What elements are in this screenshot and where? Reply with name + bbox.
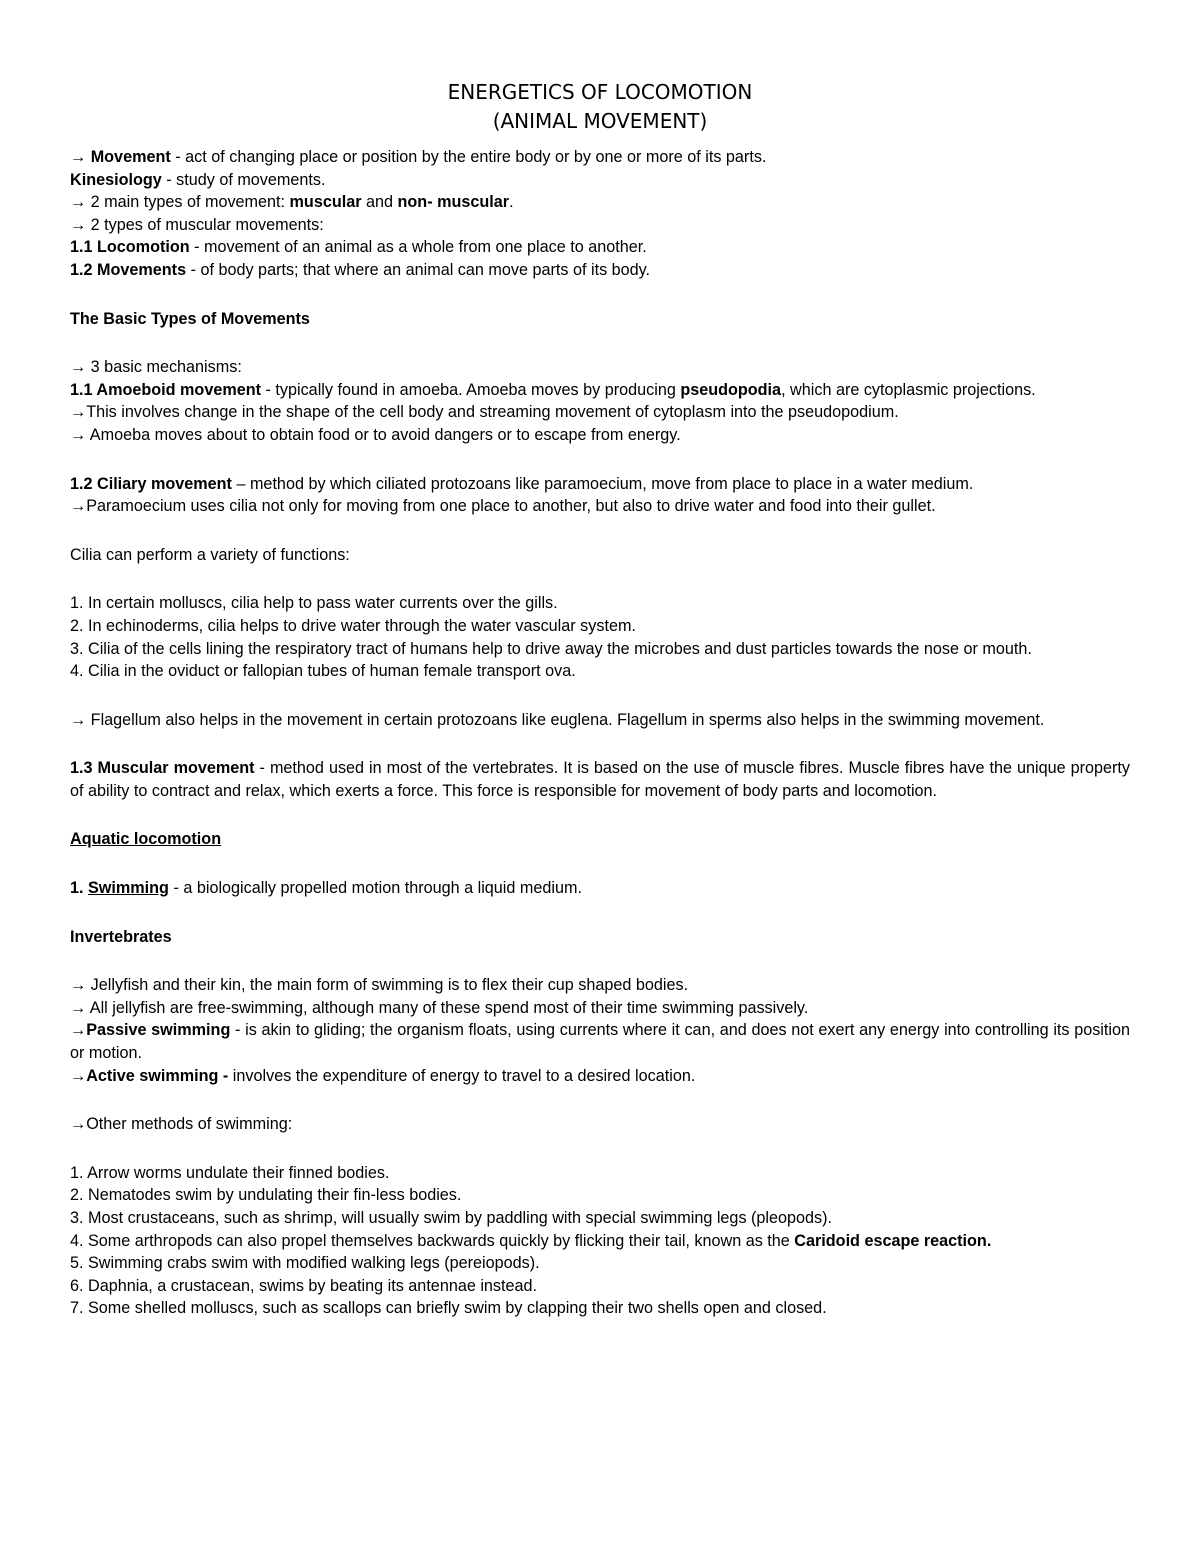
definition: - of body parts; that where an animal can move parts of its body. bbox=[186, 260, 651, 279]
number: 1.1 bbox=[70, 380, 97, 399]
paramoecium-detail: →Paramoecium uses cilia not only for moving from one place to another, but also to drive water and food into their gullet. bbox=[70, 497, 936, 516]
other-methods-intro: →Other methods of swimming: bbox=[70, 1115, 293, 1134]
list-item: 4. Cilia in the oviduct or fallopian tubes of human female transport ova. bbox=[70, 662, 576, 681]
list-item: 6. Daphnia, a crustacean, swims by beating its antennae instead. bbox=[70, 1276, 538, 1295]
swimming-definition bbox=[70, 877, 1130, 900]
amoeboid-purpose: → Amoeba moves about to obtain food or to avoid dangers or to escape from energy. bbox=[70, 425, 681, 444]
definition: - is akin to gliding; the organism floats, using currents where it can, and does not exert any energy into controlling its position or motion. bbox=[70, 1021, 1130, 1063]
intro-muscular-types: → 2 types of muscular movements: bbox=[70, 215, 324, 234]
definition: , which are cytoplasmic projections. bbox=[781, 380, 1036, 399]
number: 1.1 bbox=[70, 238, 98, 257]
list-item: 3. Most crustaceans, such as shrimp, will usually swim by paddling with special swimming legs (pleopods). bbox=[70, 1209, 833, 1227]
definition: involves the expenditure of energy to travel to a desired location. bbox=[228, 1066, 696, 1085]
term: pseudopodia bbox=[680, 380, 782, 399]
intro-locomotion bbox=[70, 236, 1130, 259]
definition: - act of changing place or position by the entire body or by one or more of its parts. bbox=[170, 148, 767, 166]
list-item: 1. In certain molluscs, cilia help to pass water currents over the gills. bbox=[70, 594, 558, 613]
term: Movements bbox=[97, 260, 187, 279]
intro-kinesiology bbox=[70, 169, 1130, 192]
definition: - method used in most of the vertebrates. It is based on the use of muscle fibres. Muscle fibres have the unique property of ability to contract and relax, which exerts a force. This force is responsible for movement of body parts and locomotion. bbox=[70, 759, 1130, 800]
term: non- muscular bbox=[397, 193, 510, 212]
flagellum-paragraph: → Flagellum also helps in the movement in certain protozoans like euglena. Flagellum in sperms also helps in the swimming movement. bbox=[70, 710, 1045, 729]
term: Caridoid escape reaction. bbox=[794, 1231, 992, 1250]
section-heading-aquatic: Aquatic locomotion bbox=[70, 830, 222, 849]
list-item: 3. Cilia of the cells lining the respiratory tract of humans help to drive away the microbes and dust particles towards the nose or mouth. bbox=[70, 639, 1032, 658]
definition: – method by which ciliated protozoans like paramoecium, move from place to place in a water medium. bbox=[231, 474, 974, 493]
number: 1. bbox=[70, 879, 88, 898]
number: 1.2 bbox=[70, 260, 98, 279]
term: Amoeboid movement bbox=[96, 380, 262, 399]
amoeboid-movement bbox=[70, 379, 1130, 402]
text: . bbox=[509, 193, 514, 212]
arrow: → bbox=[70, 403, 87, 422]
text: 4. Some arthropods can also propel themselves backwards quickly by flicking their tail, known as the bbox=[70, 1231, 795, 1250]
list-item: 1. Arrow worms undulate their finned bodies. bbox=[70, 1163, 390, 1182]
definition: - movement of an animal as a whole from one place to another. bbox=[189, 238, 647, 257]
text: → 2 main types of movement: bbox=[70, 193, 290, 212]
term: Passive swimming bbox=[86, 1021, 231, 1040]
arrow: → bbox=[70, 1021, 87, 1040]
active-swimming bbox=[70, 1065, 1130, 1088]
arrow: → bbox=[70, 1066, 87, 1085]
title-line-2: (ANIMAL MOVEMENT) bbox=[492, 109, 708, 133]
definition: - a biologically propelled motion through a liquid medium. bbox=[168, 879, 582, 898]
term: Active swimming - bbox=[86, 1066, 229, 1085]
term: Kinesiology bbox=[70, 170, 162, 189]
definition: - typically found in amoeba. Amoeba moves by producing bbox=[261, 380, 681, 399]
ciliary-movement bbox=[70, 473, 1130, 496]
jellyfish-line: → Jellyfish and their kin, the main form of swimming is to flex their cup shaped bodies. bbox=[70, 976, 689, 995]
term: 1.2 Ciliary movement bbox=[70, 474, 232, 493]
arrow: → bbox=[70, 148, 91, 166]
list-item: 5. Swimming crabs swim with modified walking legs (pereiopods). bbox=[70, 1254, 540, 1273]
term: Swimming bbox=[88, 879, 169, 898]
cilia-functions-intro: Cilia can perform a variety of functions: bbox=[70, 545, 350, 564]
section-heading-basic-types: The Basic Types of Movements bbox=[70, 309, 310, 328]
jellyfish-free-swimming: → All jellyfish are free-swimming, although many of these spend most of their time swimming passively. bbox=[70, 998, 809, 1017]
document-page bbox=[70, 78, 1130, 1320]
intro-types bbox=[70, 191, 1130, 214]
definition: - study of movements. bbox=[161, 170, 326, 189]
list-item: 2. Nematodes swim by undulating their fin-less bodies. bbox=[70, 1186, 462, 1205]
passive-swimming bbox=[70, 1019, 1130, 1064]
subheading-invertebrates: Invertebrates bbox=[70, 927, 172, 946]
intro-movement bbox=[70, 146, 1130, 169]
term: Locomotion bbox=[97, 238, 190, 257]
title-line-1: ENERGETICS OF LOCOMOTION bbox=[447, 80, 753, 104]
list-item: 7. Some shelled molluscs, such as scallops can briefly swim by clapping their two shells open and closed. bbox=[70, 1299, 827, 1318]
list-item bbox=[70, 1230, 1130, 1253]
term: 1.3 Muscular movement bbox=[70, 759, 255, 778]
term: muscular bbox=[289, 193, 362, 212]
basic-mechanisms: → 3 basic mechanisms: bbox=[70, 358, 242, 377]
muscular-movement bbox=[70, 757, 1130, 802]
term: Movement bbox=[90, 148, 171, 166]
text: This involves change in the shape of the cell body and streaming movement of cytoplasm into the pseudopodium. bbox=[86, 403, 899, 422]
amoeboid-detail bbox=[70, 401, 1130, 424]
text: and bbox=[361, 193, 398, 212]
title-block bbox=[70, 78, 1130, 136]
intro-movements bbox=[70, 259, 1130, 282]
list-item: 2. In echinoderms, cilia helps to drive water through the water vascular system. bbox=[70, 616, 636, 635]
